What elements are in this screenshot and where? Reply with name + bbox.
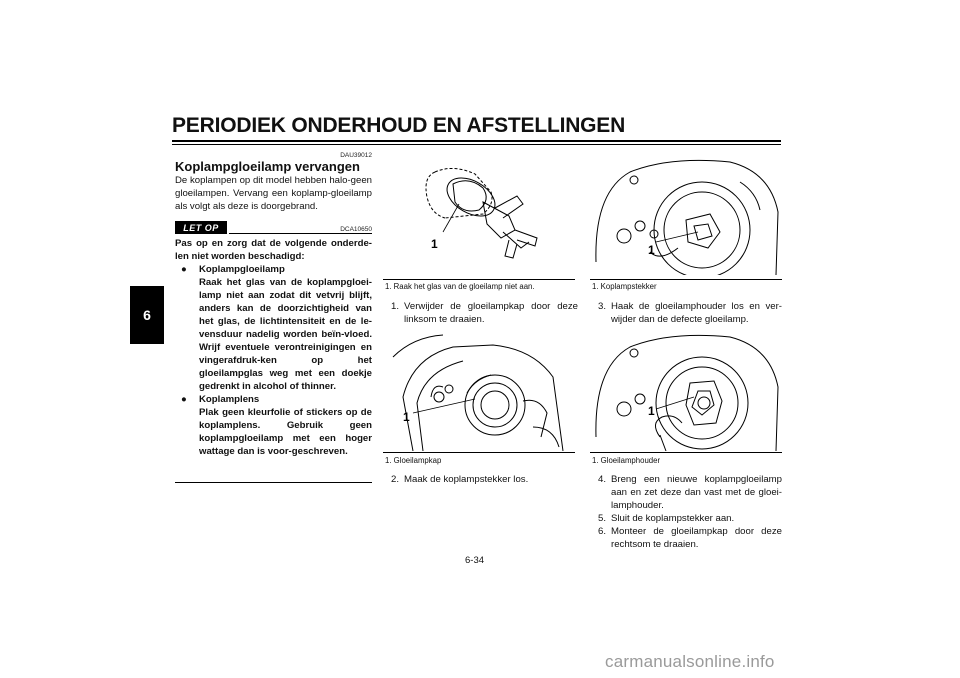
step-item: [589, 473, 782, 512]
figure-caption: 1. Raak het glas van de gloeilamp niet aan.: [385, 282, 535, 291]
figure-rule: [590, 452, 782, 453]
step-number: 4.: [597, 474, 606, 485]
bullet-dot-icon: ●: [181, 394, 187, 405]
step-text: Verwijder de gloeilampkap door deze linksom te draaien.: [404, 301, 578, 325]
step-text: Maak de koplampstekker los.: [404, 474, 529, 485]
caution-box: [175, 237, 372, 458]
bullet-text: Plak geen kleurfolie of stickers op de koplamplens. Gebruik geen koplampgloeilamp met een hoger wattage dan is voor-geschreven.: [199, 407, 372, 457]
caution-label: LET OP: [175, 221, 227, 234]
step-number: 3.: [597, 301, 606, 312]
step-list: [589, 473, 782, 551]
step-number: 5.: [597, 513, 606, 524]
figure-callout: 1: [648, 243, 655, 257]
headlight-connector-photo: [590, 152, 782, 275]
bullet-text: Raak het glas van de koplampgloei-lamp niet aan zodat dit vetvrij blijft, anders kan de doorzichtigheid van het glas, de lichtintensiteit en de le-vensduur nadelig worden beïn-vloed. Wrijf eventuele verontreinigingen en vingerafdruk-ken op het gloeilampglas weg met een doekje gedrenkt in alcohol of thinner.: [199, 277, 372, 392]
bulb-illustration: [383, 152, 575, 275]
bulb-holder-photo: [590, 327, 782, 451]
figure-rule: [590, 279, 782, 280]
figure-rule: [383, 452, 575, 453]
step-number: 2.: [390, 474, 399, 485]
bullet-dot-icon: ●: [181, 264, 187, 275]
step-item: [589, 525, 782, 551]
step-text: Haak de gloeilamphouder los en ver-wijder dan de defecte gloeilamp.: [611, 301, 782, 325]
step-text: Sluit de koplampstekker aan.: [611, 513, 735, 524]
chapter-tab: 6: [130, 286, 164, 344]
header-rule-thin: [172, 144, 781, 145]
header-rule: [172, 140, 781, 142]
caution-end-rule: [175, 482, 372, 483]
figure-caption: 1. Gloeilampkap: [385, 456, 442, 465]
step-item: [589, 512, 782, 525]
step-number: 1.: [390, 301, 399, 312]
figure-caption: 1. Koplampstekker: [592, 282, 657, 291]
section-code: DAU39012: [340, 152, 372, 159]
intro-paragraph: De koplampen op dit model hebben halo-geen gloeilampen. Vervang een koplamp-gloeilamp als volgt als deze is doorgebrand.: [175, 175, 372, 212]
figure-rule: [383, 279, 575, 280]
figure-caption: 1. Gloeilamphouder: [592, 456, 661, 465]
caution-bullet: [175, 393, 372, 458]
bulb-cover-photo: [383, 327, 575, 451]
step-item: [382, 473, 578, 486]
step-item: [589, 300, 782, 326]
step-item: [382, 300, 578, 326]
section-heading: Koplampgloeilamp vervangen: [175, 159, 360, 174]
bullet-title: Koplamplens: [199, 394, 260, 405]
caution-lead: Pas op en zorg dat de volgende onderde-len niet worden beschadigd:: [175, 238, 372, 262]
figure-callout: 1: [648, 404, 655, 418]
step-text: Monteer de gloeilampkap door deze rechtsom te draaien.: [611, 526, 782, 550]
step-number: 6.: [597, 526, 606, 537]
caution-code: DCA10650: [340, 226, 372, 233]
figure-callout: 1: [403, 410, 410, 424]
caution-rule: [229, 233, 372, 234]
bullet-title: Koplampgloeilamp: [199, 264, 285, 275]
caution-bullet: [175, 263, 372, 393]
page-title: PERIODIEK ONDERHOUD EN AFSTELLINGEN: [172, 114, 626, 137]
page-number: 6-34: [465, 555, 485, 566]
figure-callout: 1: [431, 237, 438, 251]
step-text: Breng een nieuwe koplampgloeilamp aan en zet deze dan vast met de gloei-lamphouder.: [611, 474, 782, 511]
watermark: carmanualsonline.info: [605, 652, 775, 671]
